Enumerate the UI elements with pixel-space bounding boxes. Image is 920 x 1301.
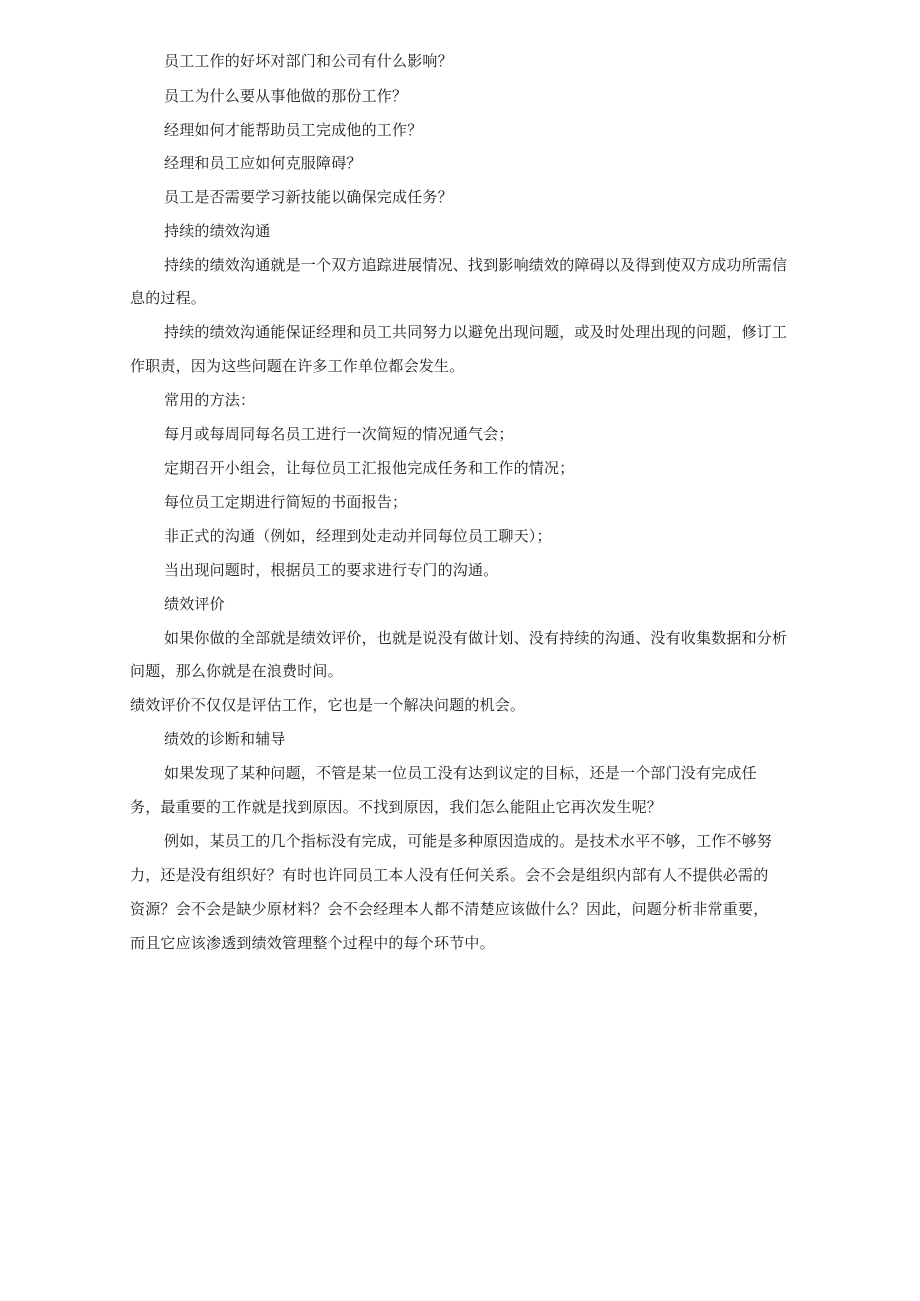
text-line: 资源？会不会是缺少原材料？会不会经理本人都不清楚应该做什么？因此，问题分析非常重要，: [130, 900, 769, 918]
text-line: 非正式的沟通（例如，经理到处走动并同每位员工聊天）；: [164, 527, 552, 545]
text-line: 每位员工定期进行简短的书面报告；: [164, 493, 408, 511]
text-line: 务，最重要的工作就是找到原因。不找到原因，我们怎么能阻止它再次发生呢？: [130, 798, 663, 816]
text-line: 例如，某员工的几个指标没有完成，可能是多种原因造成的。是技术水平不够，工作不够努: [164, 832, 773, 850]
text-line: 员工工作的好坏对部门和公司有什么影响？: [164, 52, 453, 70]
text-line: 力，还是没有组织好？有时也许同员工本人没有任何关系。会不会是组织内部有人不提供必需的: [130, 866, 769, 884]
text-line: 如果发现了某种问题，不管是某一位员工没有达到议定的目标，还是一个部门没有完成任: [164, 764, 757, 782]
text-line: 息的过程。: [130, 289, 207, 307]
text-line: 定期召开小组会，让每位员工汇报他完成任务和工作的情况；: [164, 459, 575, 477]
text-line: 每月或每周同每名员工进行一次简短的情况通气会；: [164, 425, 514, 443]
text-line: 而且它应该渗透到绩效管理整个过程中的每个环节中。: [130, 934, 495, 952]
text-line: 如果你做的全部就是绩效评价，也就是说没有做计划、没有持续的沟通、没有收集数据和分析: [164, 629, 788, 647]
text-line: 作职责，因为这些问题在许多工作单位都会发生。: [130, 357, 465, 375]
text-line: 问题，那么你就是在浪费时间。: [130, 662, 343, 680]
text-line: 常用的方法：: [164, 391, 256, 409]
text-line: 经理如何才能帮助员工完成他的工作？: [164, 121, 423, 139]
text-line: 经理和员工应如何克服障碍？: [164, 154, 362, 172]
text-line: 持续的绩效沟通就是一个双方追踪进展情况、找到影响绩效的障碍以及得到使双方成功所需信: [164, 256, 788, 274]
section-heading: 绩效评价: [164, 595, 225, 613]
section-heading: 持续的绩效沟通: [164, 222, 271, 240]
section-heading: 绩效的诊断和辅导: [164, 730, 286, 748]
text-line: 员工为什么要从事他做的那份工作？: [164, 87, 408, 105]
text-line: 当出现问题时，根据员工的要求进行专门的沟通。: [164, 561, 499, 579]
text-line: 员工是否需要学习新技能以确保完成任务？: [164, 188, 453, 206]
text-line: 持续的绩效沟通能保证经理和员工共同努力以避免出现问题，或及时处理出现的问题，修订工: [164, 323, 788, 341]
text-line: 绩效评价不仅仅是评估工作，它也是一个解决问题的机会。: [130, 696, 526, 714]
